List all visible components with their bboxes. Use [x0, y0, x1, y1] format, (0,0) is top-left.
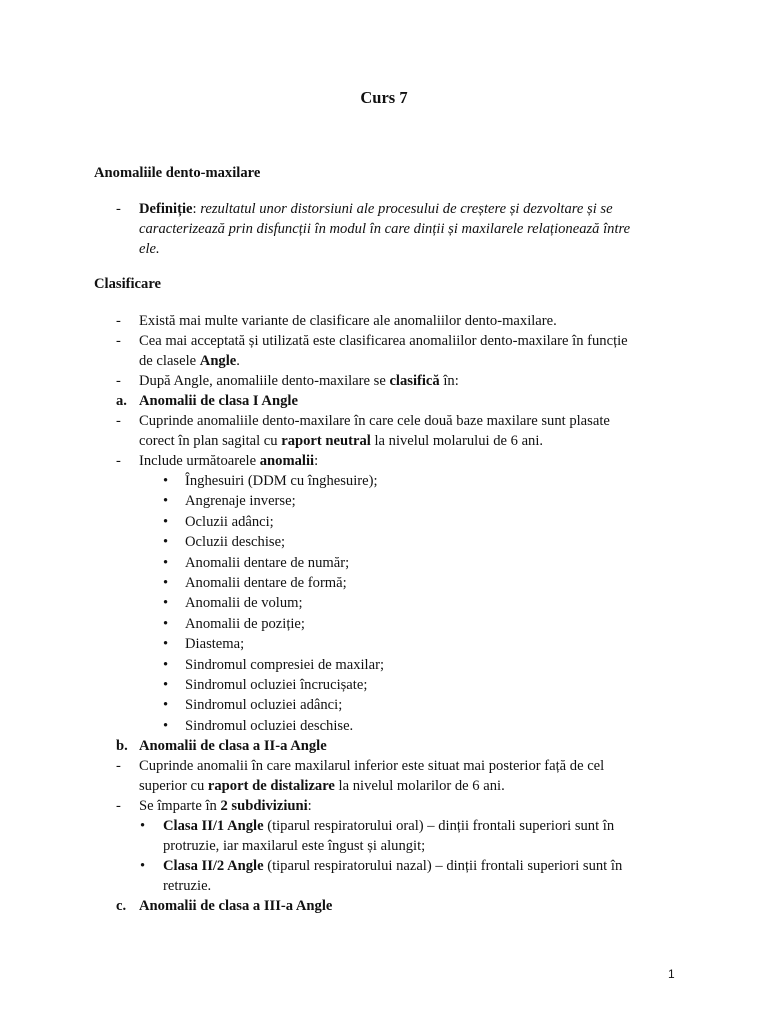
definition-text: Definiție: rezultatul unor distorsiuni ale procesului de creștere și dezvoltare și se caracterizează prin disfuncții în modul în care dinții și maxilarele relaționează între ele. [139, 201, 631, 257]
bullet-marker: • [163, 534, 169, 551]
bullet-marker: • [163, 493, 169, 510]
anomaly-label: Anomalii de poziție; [185, 615, 305, 632]
anomaly-label: Sindromul ocluziei deschise. [185, 717, 354, 734]
bullet-marker: • [163, 717, 169, 734]
subsection-c-heading: Anomalii de clasa a III-a Angle [139, 898, 333, 914]
section-heading-clasificare: Clasificare [94, 276, 162, 292]
anomaly-label: Anomalii dentare de număr; [185, 554, 350, 571]
bullet-marker: • [163, 615, 169, 632]
subsection-b-heading: Anomalii de clasa a II-a Angle [139, 738, 327, 754]
bullet-marker: • [163, 595, 169, 612]
bullet-marker: • [163, 473, 169, 489]
bullet-marker: • [163, 575, 169, 591]
anomaly-label: Ocluzii deschise; [185, 534, 286, 551]
page-number: 1 [668, 967, 675, 981]
anomaly-label: Înghesuiri (DDM cu înghesuire); [185, 473, 378, 489]
bullet-marker: • [163, 513, 169, 530]
bullet-marker: • [163, 636, 169, 653]
bullet-marker: • [163, 554, 169, 571]
page-title: Curs 7 [360, 88, 408, 107]
section-heading-anomalii: Anomaliile dento-maxilare [94, 165, 261, 181]
anomaly-label: Anomalii de volum; [185, 595, 303, 612]
bullet-marker: • [163, 656, 169, 673]
anomaly-label: Ocluzii adânci; [185, 513, 274, 530]
definition-label: Definiție [139, 201, 193, 217]
bullet-marker: • [140, 858, 146, 874]
anomaly-label: Sindromul compresiei de maxilar; [185, 656, 384, 673]
anomaly-label: Anomalii dentare de formă; [185, 575, 347, 591]
anomaly-label: Diastema; [185, 636, 245, 653]
anomaly-label: Angrenaje inverse; [185, 493, 296, 510]
bullet-marker: • [163, 677, 169, 693]
document-page: Curs 7 Anomaliile dento-maxilare - Definiție: rezultatul unor distorsiuni ale procesului de creștere și dezvoltare și se caracterizează prin disfuncții în modul în care dinții și maxilarele relaționează între ele. Clasificare - Există mai multe variante de clasificare ale anomaliilor dento-maxilare. - Cea mai acceptată și utilizată este clasificarea anomaliilor dento-maxilare în funcție de clasele Angle. - După Angle, anomaliile dento-maxilare se clasifică în: a. Anomalii de clasa I Angle - Cuprinde anomaliile dento-maxilare în care cele două baze maxilare sunt plasate corect în plan sagital cu raport neutral la nivelul molarului de 6 ani. - Include următoarele anomalii: • Înghesuiri (DDM cu înghesuire); • Angrenaje inverse; • Ocluzii adânci; • Ocluzii deschise; • Anomalii dentare de număr; • Anomalii dentare de formă; • Anomalii de volum; • Anomalii de poziție; • Diastema; • Sindromul compresiei de maxilar; • Sindromul ocluziei încrucișate; • Sindromul ocluziei adânci; • Sindromul ocluziei deschise. b. Anomalii de clasa a II-a Angle - Cuprinde anomalii în care maxilarul inferior este situat mai posterior față de cel superior cu raport de distalizare la nivelul molarilor de 6 ani. - Se împarte în 2 subdiviziuni: • Clasa II/1 Angle (tiparul respiratorului oral) – dinții frontali superiori sunt în protruzie, iar maxilarul este îngust și alungit; • Clasa II/2 Angle (tiparul respiratorului nazal) – dinții frontali superiori sunt în retruzie. c. Anomalii de clasa a III-a Angle 1 [0, 0, 768, 1024]
anomaly-label: Sindromul ocluziei încrucișate; [185, 677, 368, 693]
dash-marker: - [116, 201, 121, 217]
bullet-marker: • [163, 697, 169, 714]
anomaly-label: Sindromul ocluziei adânci; [185, 697, 343, 714]
subsection-a-heading: Anomalii de clasa I Angle [139, 393, 298, 409]
bullet-marker: • [140, 818, 146, 834]
